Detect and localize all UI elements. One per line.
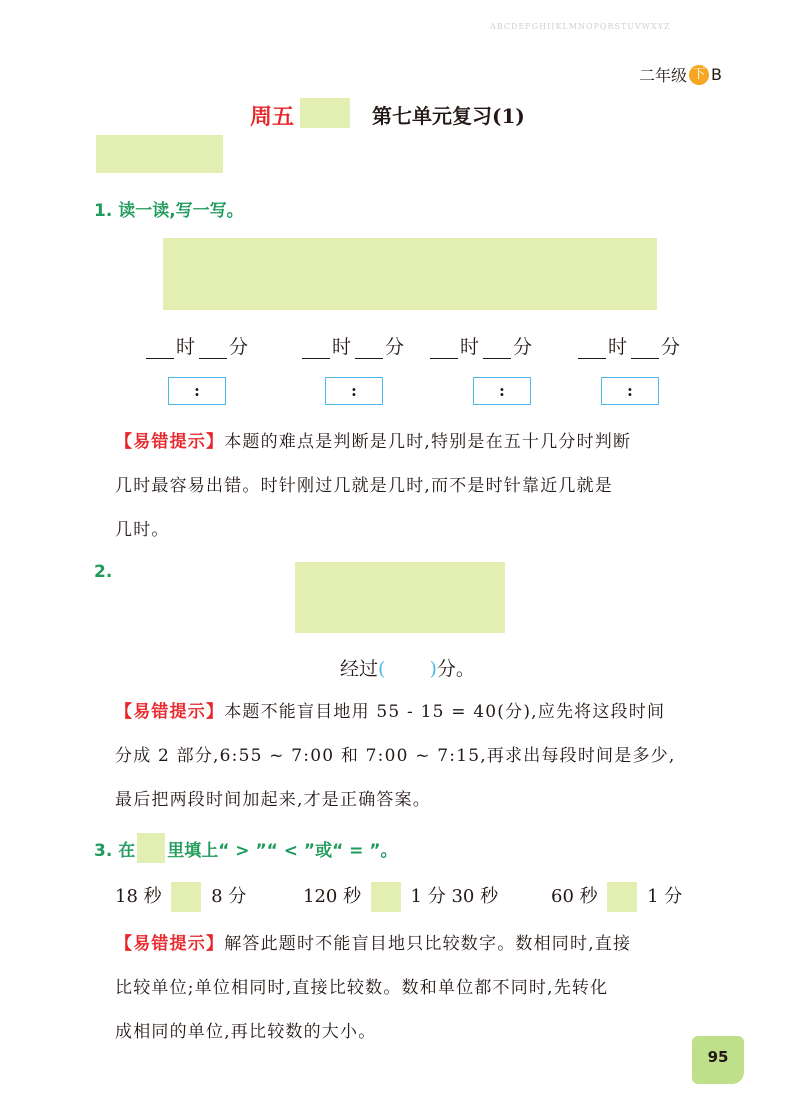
minute-blank[interactable] [199,338,227,359]
compare-item [551,882,682,912]
q1-tip [115,420,715,552]
tip-tag: 【易错提示】 [115,432,225,452]
tip-line: 成相同的单位,再比较数的大小。 [115,1022,377,1042]
hour-blank[interactable] [430,338,458,359]
page-title: 第七单元复习(1) [372,104,525,128]
q2-tip [115,690,715,822]
hour-blank[interactable] [578,338,606,359]
tip-line [115,690,715,734]
q2-label: 2. [94,562,113,582]
q1-clocks-image [163,238,657,310]
minute-unit: 分 [513,336,533,358]
minute-blank[interactable] [483,338,511,359]
compare-right: 1 分 [647,886,683,907]
page-number: 95 [692,1036,744,1084]
q1-label: 1. 读一读,写一写。 [94,201,244,221]
q1-blank-group [578,332,680,359]
q3-tip [115,922,715,1054]
tip-line [115,420,715,464]
grade-suffix: B [711,65,722,84]
hour-unit: 时 [460,336,480,358]
tip-line: 最后把两段时间加起来,才是正确答案。 [115,790,432,810]
hour-unit: 时 [332,336,352,358]
answer-suffix: 分。 [436,658,475,680]
grade-label [639,63,722,86]
tip-text: 本题不能盲目地用 55 - 15 = 40(分),应先将这段时间 [224,702,666,722]
tip-line: 几时。 [115,520,170,540]
tip-text: 解答此题时不能盲目地只比较数字。数相同时,直接 [224,934,632,954]
compare-left: 60 秒 [551,886,598,907]
q2-answer [340,654,475,681]
q3-label-box [137,833,165,863]
hour-blank[interactable] [302,338,330,359]
grade-badge: 下 [689,65,709,85]
digital-time-box[interactable]: : [325,377,383,405]
digital-time-box[interactable]: : [601,377,659,405]
tip-line: 分成 2 部分,6:55 ~ 7:00 和 7:00 ~ 7:15,再求出每段时间是多少, [115,746,676,766]
title-highlight-box [300,98,350,128]
compare-left: 120 秒 [303,886,362,907]
compare-left: 18 秒 [115,886,162,907]
hour-unit: 时 [176,336,196,358]
compare-box[interactable] [607,882,637,912]
compare-box[interactable] [371,882,401,912]
paren-close: ) [429,658,437,680]
digital-time-box[interactable]: : [473,377,531,405]
minute-blank[interactable] [631,338,659,359]
q3-label [94,833,398,863]
answer-prefix: 经过 [340,658,379,680]
q1-time-blanks [140,332,700,358]
hour-unit: 时 [608,336,628,358]
compare-box[interactable] [171,882,201,912]
header-faint-text: ABCDEFGHIJKLMNOPQRSTUVWXYZ [490,22,671,30]
q1-blank-group [146,332,248,359]
compare-item [303,882,498,912]
tip-tag: 【易错提示】 [115,934,225,954]
title-day: 周五 [250,105,295,130]
q2-clocks-image [295,562,505,633]
tip-tag: 【易错提示】 [115,702,225,722]
hour-blank[interactable] [146,338,174,359]
compare-right: 8 分 [211,886,247,907]
digital-time-box[interactable]: : [168,377,226,405]
minute-unit: 分 [385,336,405,358]
minute-unit: 分 [661,336,681,358]
compare-right: 1 分 30 秒 [410,886,499,907]
compare-item [115,882,246,912]
tip-line [115,922,715,966]
minute-blank[interactable] [355,338,383,359]
q1-blank-group [302,332,404,359]
tip-line: 比较单位;单位相同时,直接比较数。数和单位都不同时,先转化 [115,978,609,998]
q1-blank-group [430,332,532,359]
grade-prefix: 二年级 [639,66,688,85]
tip-line: 几时最容易出错。时针刚过几就是几时,而不是时针靠近几就是 [115,476,614,496]
tip-text: 本题的难点是判断是几时,特别是在五十几分时判断 [224,432,632,452]
q3-label-suffix: 里填上“ > ”“ < ”或“ = ”。 [167,840,398,861]
minute-unit: 分 [229,336,249,358]
q3-label-prefix: 3. 在 [94,840,136,861]
section-banner-block [96,135,223,173]
paren-open: ( [378,658,386,680]
